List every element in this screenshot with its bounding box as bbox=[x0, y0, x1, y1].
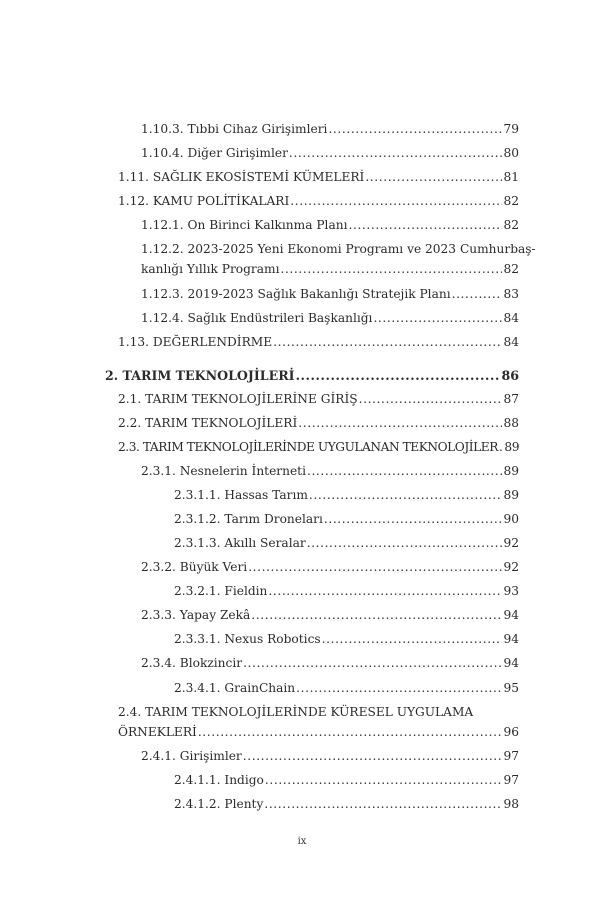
leader-dots bbox=[268, 581, 502, 601]
toc-entry-label: 2.3. TARIM TEKNOLOJİLERİNDE UYGULANAN TEKNOLOJİLER bbox=[118, 440, 498, 454]
toc-entry-label: 1.12. KAMU POLİTİKALARI bbox=[118, 194, 290, 208]
toc-entry-page: 94 bbox=[503, 608, 519, 622]
toc-entry[interactable] bbox=[118, 437, 519, 457]
page-number: ix bbox=[297, 836, 307, 847]
leader-dots bbox=[307, 461, 503, 481]
toc-entry-page: 90 bbox=[503, 512, 519, 526]
toc-entry-label: kanlığı Yıllık Programı bbox=[141, 262, 280, 276]
toc-entry-label: 2.4.1.2. Plenty bbox=[174, 797, 264, 811]
toc-entry[interactable] bbox=[174, 678, 519, 698]
toc-entry[interactable] bbox=[174, 533, 519, 553]
leader-dots bbox=[289, 143, 503, 163]
toc-entry-label: 2.4.1. Girişimler bbox=[141, 749, 242, 763]
toc-entry-page: 94 bbox=[503, 656, 519, 670]
leader-dots bbox=[348, 215, 502, 235]
leader-dots bbox=[198, 722, 503, 742]
leader-dots bbox=[243, 653, 502, 673]
toc-entry[interactable] bbox=[141, 746, 519, 766]
toc-entry-label: 2.3.4.1. GrainChain bbox=[174, 681, 296, 695]
toc-entry[interactable] bbox=[118, 167, 519, 187]
toc-entry[interactable] bbox=[174, 794, 519, 814]
toc-entry-label: 2.3.1.1. Hassas Tarım bbox=[174, 488, 308, 502]
toc-entry[interactable] bbox=[141, 119, 519, 139]
toc-entry-page: 83 bbox=[503, 287, 519, 301]
leader-dots bbox=[264, 794, 502, 814]
toc-entry[interactable] bbox=[118, 413, 519, 433]
leader-dots bbox=[499, 437, 503, 457]
toc-entry-page: 94 bbox=[503, 632, 519, 646]
leader-dots bbox=[296, 678, 502, 698]
toc-entry-label: 1.12.4. Sağlık Endüstrileri Başkanlığı bbox=[141, 311, 373, 325]
leader-dots bbox=[322, 629, 503, 649]
toc-entry[interactable] bbox=[174, 509, 519, 529]
toc-entry-page: 80 bbox=[503, 146, 519, 160]
leader-dots bbox=[452, 284, 503, 304]
toc-entry[interactable] bbox=[141, 461, 519, 481]
leader-dots bbox=[243, 746, 503, 766]
toc-entry[interactable] bbox=[174, 629, 519, 649]
toc-entry[interactable] bbox=[118, 332, 519, 352]
toc-entry-label: 2.3.2.1. Fieldin bbox=[174, 584, 268, 598]
toc-entry-label: 2.4.1.1. Indigo bbox=[174, 773, 264, 787]
toc-entry-label: 1.12.3. 2019-2023 Sağlık Bakanlığı Stratejik Planı bbox=[141, 287, 451, 301]
leader-dots bbox=[307, 533, 503, 553]
toc-entry-page: 97 bbox=[503, 773, 519, 787]
toc-entry-page: 92 bbox=[503, 560, 519, 574]
leader-dots bbox=[248, 557, 502, 577]
toc-entry-label: 1.13. DEĞERLENDİRME bbox=[118, 335, 273, 349]
toc-entry-label: 1.10.3. Tıbbi Cihaz Girişimleri bbox=[141, 122, 328, 136]
toc-entry-page: 82 bbox=[503, 194, 519, 208]
toc-entry-label-line1: 2.4. TARIM TEKNOLOJİLERİNDE KÜRESEL UYGULAMA bbox=[118, 705, 474, 719]
toc-entry-label: 1.11. SAĞLIK EKOSİSTEMİ KÜMELERİ bbox=[118, 170, 365, 184]
leader-dots bbox=[273, 332, 502, 352]
toc-entry[interactable] bbox=[141, 308, 519, 328]
leader-dots bbox=[298, 413, 502, 433]
leader-dots bbox=[251, 605, 502, 625]
toc-entry[interactable] bbox=[118, 389, 519, 409]
toc-entry-label-line1: 1.12.2. 2023-2025 Yeni Ekonomi Programı ve 2023 Cumhurbaş- bbox=[141, 242, 536, 256]
toc-entry-page: 88 bbox=[503, 416, 519, 430]
toc-entry-page: 89 bbox=[503, 488, 519, 502]
leader-dots bbox=[365, 167, 502, 187]
toc-entry[interactable] bbox=[141, 653, 519, 673]
toc-entry[interactable] bbox=[141, 143, 519, 163]
leader-dots bbox=[359, 389, 503, 409]
toc-entry-page: 79 bbox=[503, 122, 519, 136]
toc-entry-page: 84 bbox=[503, 311, 519, 325]
toc-entry-page: 95 bbox=[503, 681, 519, 695]
toc-entry-page: 93 bbox=[503, 584, 519, 598]
toc-entry-page: 97 bbox=[503, 749, 519, 763]
toc-entry-page: 86 bbox=[501, 368, 519, 383]
toc-entry-label: 2.3.3.1. Nexus Robotics bbox=[174, 632, 321, 646]
toc-entry[interactable] bbox=[174, 581, 519, 601]
toc-entry-page: 89 bbox=[503, 464, 519, 478]
toc-entry-page: 84 bbox=[503, 335, 519, 349]
toc-entry[interactable] bbox=[174, 485, 519, 505]
toc-entry-label: 2.3.4. Blokzincir bbox=[141, 656, 243, 670]
toc-entry-label: 2.3.2. Büyük Veri bbox=[141, 560, 248, 574]
toc-entry[interactable] bbox=[118, 191, 519, 211]
toc-entry[interactable] bbox=[141, 284, 519, 304]
toc-entry-page: 89 bbox=[504, 440, 519, 454]
toc-entry-label: 2.3.3. Yapay Zekâ bbox=[141, 608, 251, 622]
toc-entry-page: 98 bbox=[503, 797, 519, 811]
toc-entry-page: 92 bbox=[503, 536, 519, 550]
toc-entry-label: 2. TARIM TEKNOLOJİLERİ bbox=[105, 368, 295, 383]
toc-entry-page: 82 bbox=[503, 262, 519, 276]
toc-entry[interactable] bbox=[141, 557, 519, 577]
toc-entry-page: 87 bbox=[503, 392, 519, 406]
toc-entry-label: 2.3.1.3. Akıllı Seralar bbox=[174, 536, 306, 550]
toc-entry-page: 81 bbox=[503, 170, 519, 184]
leader-dots bbox=[328, 119, 502, 139]
toc-entry[interactable] bbox=[118, 702, 519, 742]
toc-chapter-entry[interactable] bbox=[105, 366, 519, 386]
leader-dots bbox=[265, 770, 503, 790]
leader-dots bbox=[290, 191, 502, 211]
toc-entry[interactable] bbox=[174, 770, 519, 790]
toc-entry[interactable] bbox=[141, 239, 536, 279]
toc-entry[interactable] bbox=[141, 215, 519, 235]
toc-entry-page: 96 bbox=[503, 725, 519, 739]
leader-dots bbox=[324, 509, 503, 529]
toc-entry-label: 2.2. TARIM TEKNOLOJİLERİ bbox=[118, 416, 298, 430]
toc-entry-label: 1.12.1. On Birinci Kalkınma Planı bbox=[141, 218, 348, 232]
toc-entry-page: 82 bbox=[503, 218, 519, 232]
toc-entry-label: 2.3.1.2. Tarım Droneları bbox=[174, 512, 323, 526]
leader-dots bbox=[309, 485, 503, 505]
toc-entry-label: 2.1. TARIM TEKNOLOJİLERİNE GİRİŞ bbox=[118, 392, 358, 406]
leader-dots bbox=[373, 308, 502, 328]
toc-entry-label: ÖRNEKLERİ bbox=[118, 725, 197, 739]
leader-dots bbox=[296, 366, 501, 386]
toc-entry[interactable] bbox=[141, 605, 519, 625]
toc-entry-label: 2.3.1. Nesnelerin İnterneti bbox=[141, 464, 306, 478]
leader-dots bbox=[280, 259, 502, 279]
toc-entry-label: 1.10.4. Diğer Girişimler bbox=[141, 146, 288, 160]
